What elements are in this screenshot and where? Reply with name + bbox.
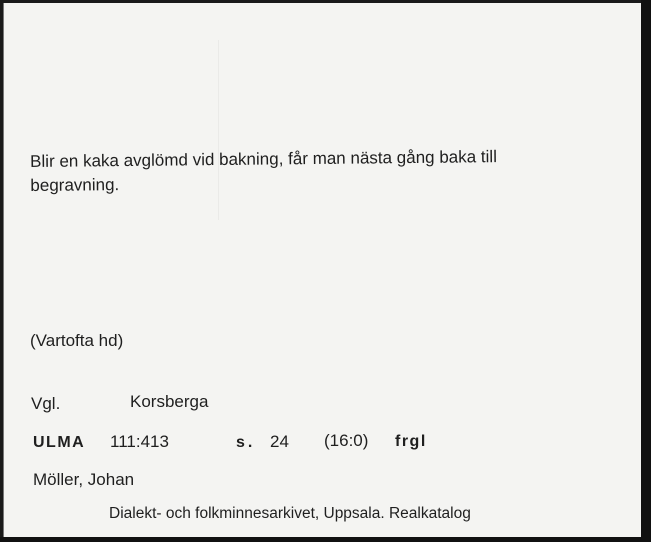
page-label: s.: [236, 434, 256, 451]
archive-footer: Dialekt- och folkminnesarkivet, Uppsala. Realkatalog: [109, 505, 471, 522]
catalog-card: [3, 3, 642, 537]
page-number: 24: [270, 432, 289, 451]
main-text-line-1: Blir en kaka avglömd vid bakning, får man nästa gång baka till: [30, 147, 498, 171]
card-bottom-edge: [0, 537, 651, 542]
category-abbreviation: frgl: [395, 433, 427, 450]
archive-number: 111:413: [110, 432, 169, 451]
card-right-edge: [641, 0, 651, 542]
informant-name: Möller, Johan: [33, 470, 135, 489]
district-label: (Vartofta hd): [30, 331, 124, 350]
main-text-line-2: begravning.: [30, 175, 120, 195]
category-code: (16:0): [324, 431, 369, 450]
archive-code: ULMA: [33, 434, 86, 451]
parish-label: Korsberga: [130, 392, 209, 411]
province-label: Vgl.: [31, 394, 61, 413]
card-main-text: [30, 144, 620, 198]
